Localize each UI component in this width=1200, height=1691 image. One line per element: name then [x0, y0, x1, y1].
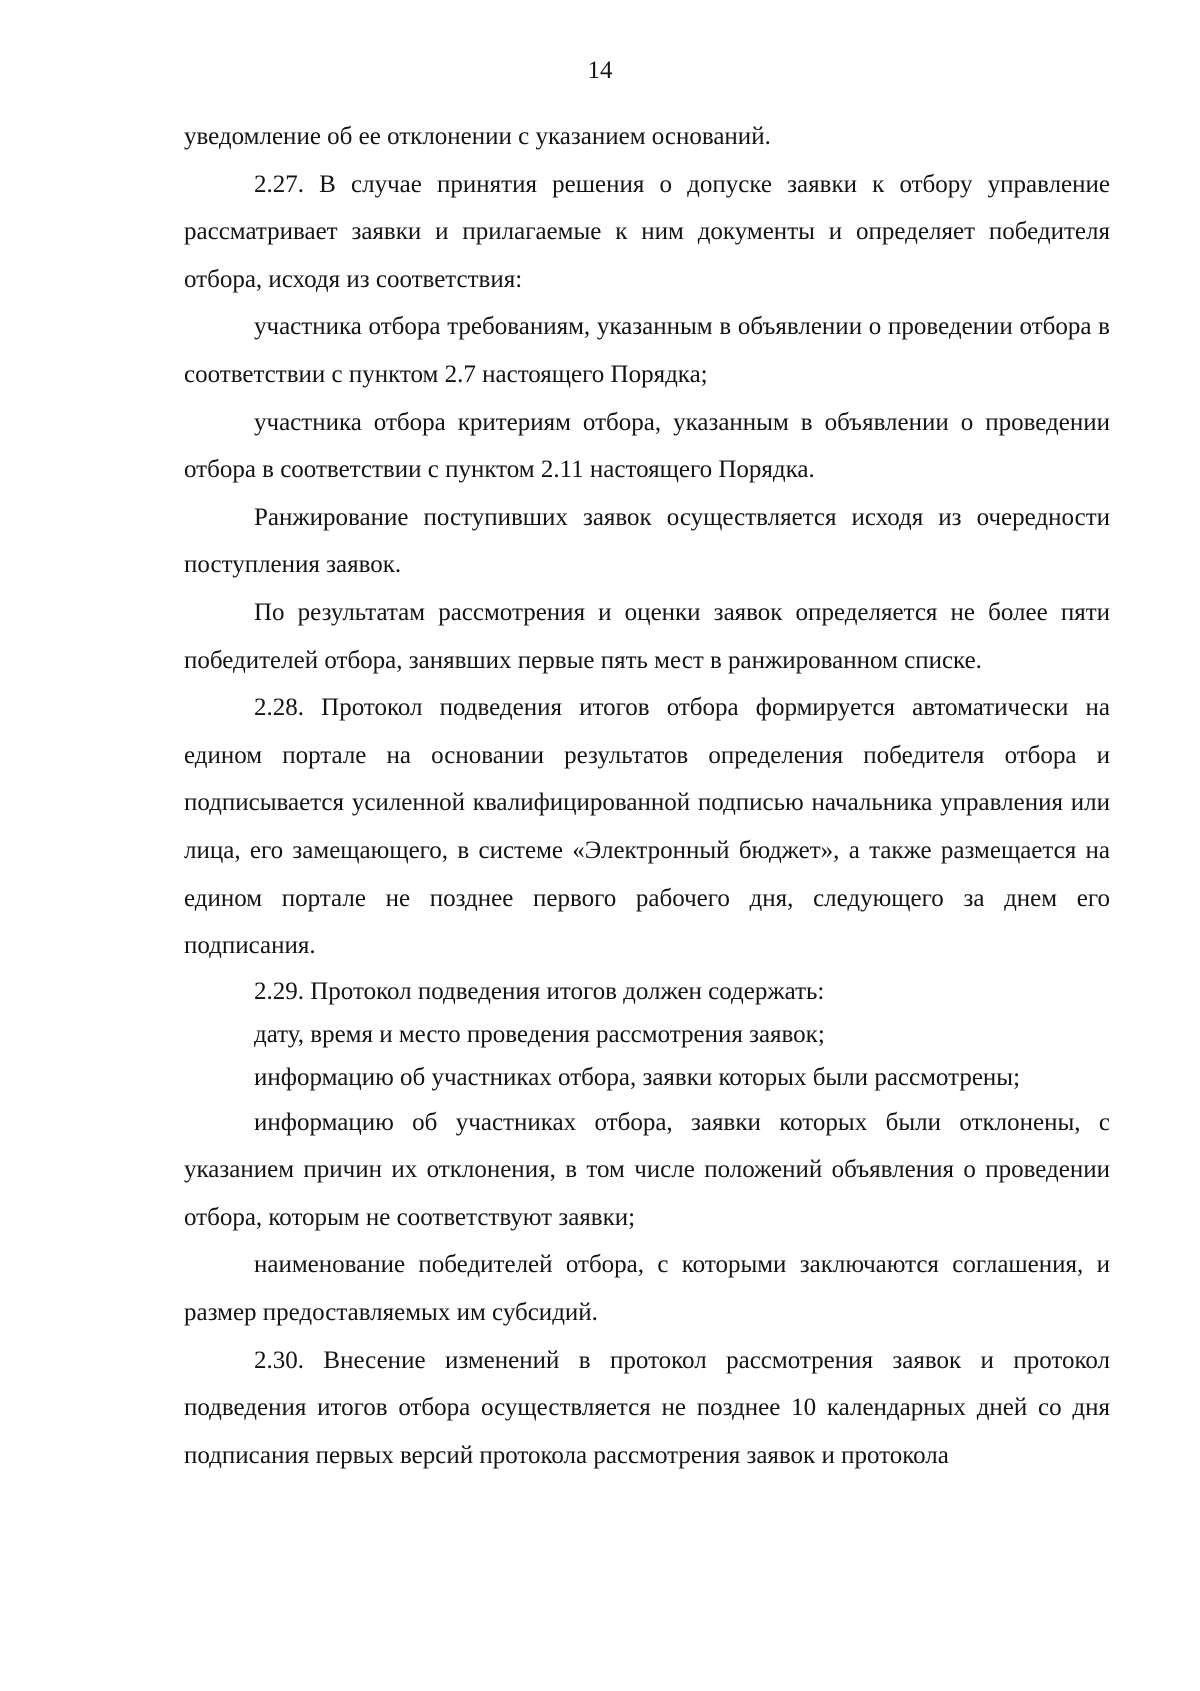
- paragraph-winners: наименование победителей отбора, с которыми заключаются соглашения, и размер предоставляемых им субсидий.: [184, 1251, 1110, 1327]
- paragraph-2-29: 2.29. Протокол подведения итогов должен содержать:: [254, 977, 825, 1005]
- paragraph-ranking: Ранжирование поступивших заявок осуществляется исходя из очередности поступления заявок.: [184, 503, 1110, 579]
- paragraph-continuation: уведомление об ее отклонении с указанием оснований.: [184, 123, 771, 150]
- paragraph-considered-participants: информацию об участниках отбора, заявки которых были рассмотрены;: [254, 1063, 1021, 1091]
- paragraph-criteria: участника отбора критериям отбора, указанным в объявлении о проведении отбора в соответствии с пунктом 2.11 настоящего Порядка.: [184, 408, 1110, 484]
- document-body: [184, 113, 1110, 1479]
- page-number: 14: [587, 57, 613, 84]
- paragraph-date-time-place: дату, время и место проведения рассмотрения заявок;: [254, 1020, 825, 1048]
- paragraph-2-30: 2.30. Внесение изменений в протокол рассмотрения заявок и протокол подведения итогов отбора осуществляется не позднее 10 календарных дней со дня подписания первых версий протокола рассмотрения заявок и протокола: [184, 1346, 1110, 1469]
- paragraph-2-28: 2.28. Протокол подведения итогов отбора формируется автоматически на едином портале на основании результатов определения победителя отбора и подписывается усиленной квалифицированной подписью начальника управления или лица, его замещающего, в системе «Электронный бюджет», а также размещается на едином портале не позднее первого рабочего дня, следующего за днем его подписания.: [184, 694, 1110, 960]
- paragraph-rejected-participants: информацию об участниках отбора, заявки которых были отклонены, с указанием причин их отклонения, в том числе положений объявления о проведении отбора, которым не соответствуют заявки;: [184, 1108, 1110, 1231]
- paragraph-requirements: участника отбора требованиям, указанным в объявлении о проведении отбора в соответствии с пунктом 2.7 настоящего Порядка;: [184, 313, 1110, 388]
- paragraph-results: По результатам рассмотрения и оценки заявок определяется не более пяти победителей отбора, занявших первые пять мест в ранжированном списке.: [184, 598, 1110, 674]
- paragraph-2-27: 2.27. В случае принятия решения о допуске заявки к отбору управление рассматривает заявки и прилагаемые к ним документы и определяет победителя отбора, исходя из соответствия:: [184, 170, 1110, 293]
